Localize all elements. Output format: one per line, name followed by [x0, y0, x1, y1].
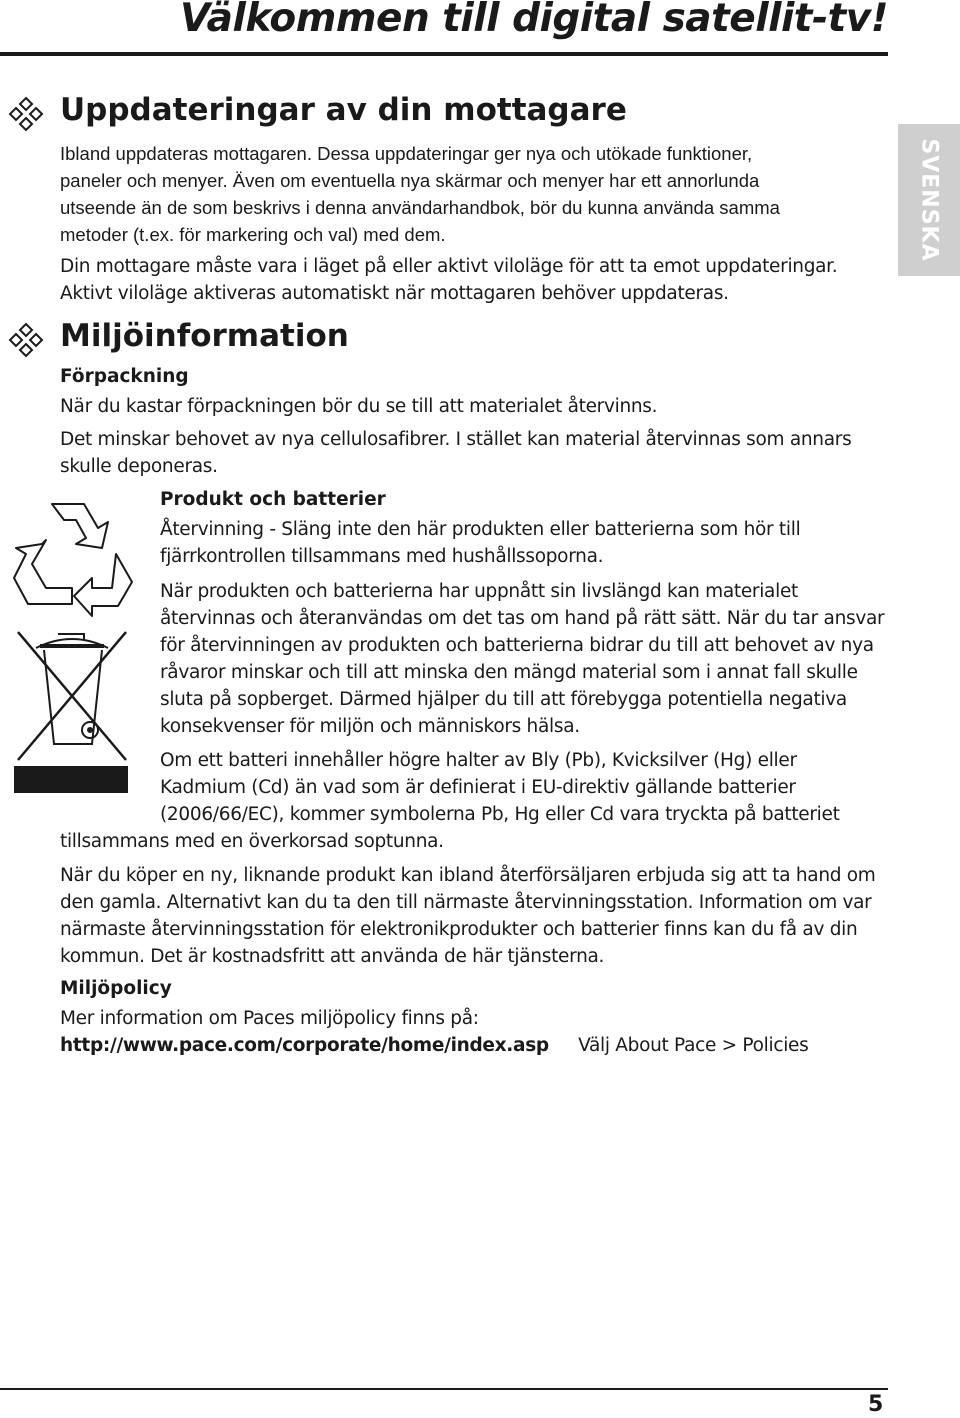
text-line: (2006/66/EC), kommer symbolerna Pb, Hg eller Cd vara tryckta på batteriet [160, 804, 840, 825]
text-line: metoder (t.ex. för markering och val) med dem. [60, 224, 446, 245]
page-number: 5 [868, 1392, 884, 1417]
text-line: Det minskar behovet av nya cellulosafibrer. I stället kan material återvinnas som annars [60, 429, 852, 450]
packaging-paragraph-2 [60, 426, 860, 480]
policy-line: Mer information om Paces miljöpolicy finns på: [60, 1008, 479, 1029]
language-tab-label: SVENSKA [916, 138, 942, 262]
text-line: den gamla. Alternativt kan du ta den till närmaste återvinningsstation. Information om var [60, 892, 872, 913]
text-line: Återvinning - Släng inte den här produkten eller batterierna som hör till [160, 519, 801, 540]
text-line: Din mottagare måste vara i läget på eller aktivt viloläge för att ta emot uppdateringar. [60, 256, 838, 277]
text-line: paneler och menyer. Även om eventuella nya skärmar och menyer har ett annorlunda [60, 170, 760, 191]
product-batteries-heading: Produkt och batterier [160, 489, 386, 510]
text-line: Aktivt viloläge aktiveras automatiskt när mottagaren behöver uppdateras. [60, 283, 729, 304]
page-title: Välkommen till digital satellit-tv! [180, 0, 888, 41]
policy-heading: Miljöpolicy [60, 978, 172, 999]
policy-instruction: Välj About Pace > Policies [578, 1035, 809, 1056]
product-paragraph-3 [160, 747, 960, 828]
text-line: återvinnas och återanvändas om det tas om hand på rätt sätt. När du tar ansvar [160, 608, 885, 629]
section-heading-updates: Uppdateringar av din mottagare [60, 92, 627, 128]
updates-paragraph-1 [60, 140, 860, 248]
text-line: kommun. Det är kostnadsfritt att använda de här tjänsterna. [60, 946, 605, 967]
text-line: utseende än de som beskrivs i denna användarhandbok, bör du kunna använda samma [60, 197, 780, 218]
text-line: råvaror minskar och till att minska den mängd material som i annat fall skulle [160, 662, 858, 683]
recycle-icon [12, 496, 136, 620]
text-line: fjärrkontrollen tillsammans med hushållssoporna. [160, 546, 604, 567]
bin-underline-bar [14, 766, 128, 793]
section-heading-environment: Miljöinformation [60, 318, 349, 354]
text-line: Kadmium (Cd) än vad som är definierat i EU-direktiv gällande batterier [160, 777, 796, 798]
updates-paragraph-2 [60, 253, 860, 307]
language-tab [898, 124, 960, 276]
text-line: konsekvenser för miljön och människors hälsa. [160, 716, 580, 737]
text-line: tillsammans med en överkorsad soptunna. [60, 831, 444, 852]
diamond-cluster-icon [6, 320, 46, 360]
text-line: sluta på sopberget. Därmed hjälper du till att förebygga potentiella negativa [160, 689, 847, 710]
text-line: skulle deponeras. [60, 456, 218, 477]
header-rule [0, 52, 888, 56]
text-line: Ibland uppdateras mottagaren. Dessa uppdateringar ger nya och utökade funktioner, [60, 143, 753, 164]
product-paragraph-2 [160, 578, 960, 740]
packaging-heading: Förpackning [60, 366, 189, 387]
product-paragraph-1 [160, 516, 960, 570]
resale-paragraph [60, 862, 876, 970]
text-line: När produkten och batterierna har uppnått sin livslängd kan materialet [160, 581, 798, 602]
text-line: närmaste återvinningsstation för elektronikprodukter och batterier finns kan du få av din [60, 919, 858, 940]
text-line: för återvinningen av produkten och batterierna bidrar du till att behovet av nya [160, 635, 874, 656]
footer-rule [0, 1388, 888, 1390]
diamond-cluster-icon [6, 94, 46, 134]
text-line: När du köper en ny, liknande produkt kan ibland återförsäljaren erbjuda sig att ta hand om [60, 865, 876, 886]
policy-link-row [60, 1032, 808, 1059]
crossed-out-bin-icon [14, 626, 130, 766]
packaging-line: När du kastar förpackningen bör du se till att materialet återvinns. [60, 396, 658, 417]
policy-url-link[interactable]: http://www.pace.com/corporate/home/index.asp [60, 1035, 549, 1056]
text-line: Om ett batteri innehåller högre halter av Bly (Pb), Kvicksilver (Hg) eller [160, 750, 797, 771]
